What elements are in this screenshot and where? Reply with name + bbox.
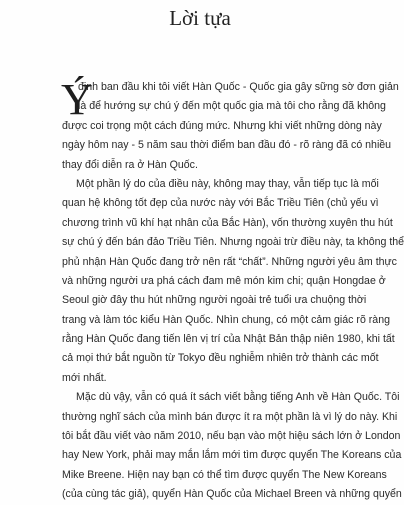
text-line: Mike Breene. Hiện nay bạn có thể tìm được quyển The New Koreans <box>62 468 387 481</box>
preface-body <box>61 75 404 501</box>
text-line: và những người ưa phá cách đam mê món kim chi; quận Hongdae ở <box>62 274 386 287</box>
text-line: hay New York, phải may mắn lắm mới tìm được quyển The Koreans của <box>62 449 402 462</box>
text-line: ngày hôm nay - 5 năm sau thời điểm ban đầu đó - rõ ràng đã có nhiều <box>62 139 392 152</box>
text-line-partial: (của cùng tác giả), quyển Hàn Quốc của Michael Breen và những quyển <box>62 488 402 501</box>
text-line: tôi bắt đầu viết vào năm 2010, nếu bạn vào một hiệu sách lớn ở London <box>62 430 401 443</box>
page-title: Lời tựa <box>169 6 231 30</box>
text-line: trang và làm tóc kiểu Hàn Quốc. Nhìn chung, có một cảm giác rõ ràng <box>62 313 390 326</box>
text-line: Seoul giờ đây thu hút những người ngoài trẻ tuổi ưa chuộng thời <box>62 294 367 307</box>
text-line: mới nhất. <box>62 371 107 384</box>
text-line: chương trình vũ khí hạt nhân của Bắc Hàn), vốn thường xuyên thu hút <box>62 216 393 229</box>
text-line: định ban đầu khi tôi viết Hàn Quốc - Quốc gia gây sững sờ đơn giản <box>78 81 399 93</box>
text-line: quan hệ không tốt đẹp của nước này với Bắc Triều Tiên (chủ yếu vì <box>62 197 379 210</box>
text-line: phủ nhận Hàn Quốc đang trở nên rất “chất”. Những người yêu âm thực <box>62 255 397 268</box>
text-line: là để hướng sự chú ý đến một quốc gia mà tôi cho rằng đã không <box>78 100 386 113</box>
text-line: rằng Hàn Quốc đang tiến lên vị trí của Nhật Bản thập niên 1980, khi tất <box>62 333 395 346</box>
drop-cap: Ý <box>61 75 93 124</box>
text-line: được coi trọng một cách đúng mức. Nhưng khi viết những dòng này <box>62 119 382 132</box>
text-line: thường nghĩ sách của mình bán được ít ra một phần là vì lý do này. Khi <box>62 410 398 423</box>
text-line: thay đổi diễn ra ở Hàn Quốc. <box>62 158 198 171</box>
text-line: Mặc dù vậy, vẫn có quá ít sách viết bằng tiếng Anh về Hàn Quốc. Tôi <box>76 391 400 404</box>
text-line: sự chú ý đến bán đảo Triều Tiên. Nhưng ngoài trừ điều này, ta không thể <box>62 236 404 249</box>
text-line: cả mọi thứ bắt nguồn từ Tokyo đều nghiễm nhiên trở thành các mốt <box>62 352 379 365</box>
text-line: Một phần lý do của điều này, không may thay, vẫn tiếp tục là mối <box>76 177 379 190</box>
